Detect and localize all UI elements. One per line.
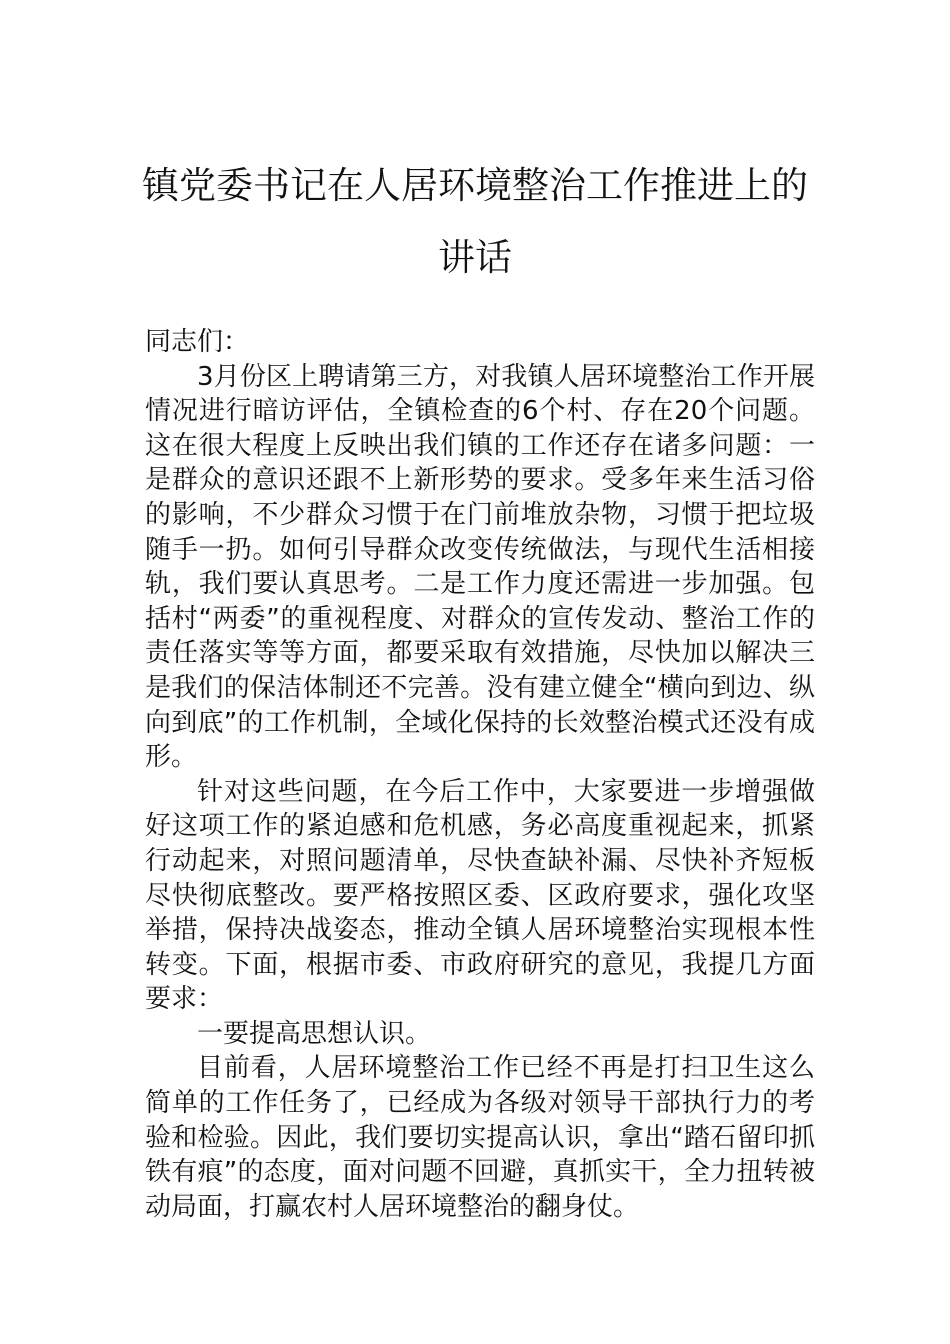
paragraph-2: 针对这些问题，在今后工作中，大家要进一步增强做好这项工作的紧迫感和危机感，务必高度重视起来，抓紧行动起来，对照问题清单，尽快查缺补漏、尽快补齐短板尽快彻底整改。要严格按照区委、区政府要求，强化攻坚举措，保持决战姿态，推动全镇人居环境整治实现根本性转变。下面，根据市委、市政府研究的意见，我提几方面要求： — [145, 776, 815, 1015]
paragraph-4: 目前看，人居环境整治工作已经不再是打扫卫生这么简单的工作任务了，已经成为各级对领导干部执行力的考验和检验。因此，我们要切实提高认识，拿出“踏石留印抓铁有痕”的态度，面对问题不回避，真抓实干，全力扭转被动局面，打赢农村人居环境整治的翻身仗。 — [145, 1053, 815, 1222]
document-title-line-2: 讲话 — [438, 236, 512, 279]
paragraph-1: 3月份区上聘请第三方，对我镇人居环境整治工作开展情况进行暗访评估，全镇检查的6个村、存在20个问题。这在很大程度上反映出我们镇的工作还存在诸多问题：一是群众的意识还跟不上新形势的要求。受多年来生活习俗的影响，不少群众习惯于在门前堆放杂物，习惯于把垃圾随手一扔。如何引导群众改变传统做法，与现代生活相接轨，我们要认真思考。二是工作力度还需进一步加强。包括村“两委”的重视程度、对群众的宣传发动、整治工作的责任落实等等方面，都要采取有效措施，尽快加以解决三是我们的保洁体制还不完善。没有建立健全“横向到边、纵向到底”的工作机制，全域化保持的长效整治模式还没有成形。 — [145, 361, 815, 773]
salutation: 同志们： — [145, 327, 250, 357]
document-body — [145, 325, 815, 1224]
paragraph-3-heading: 一要提高思想认识。 — [197, 1018, 432, 1049]
document-title-line-1: 镇党委书记在人居环境整治工作推进上的 — [142, 164, 808, 207]
